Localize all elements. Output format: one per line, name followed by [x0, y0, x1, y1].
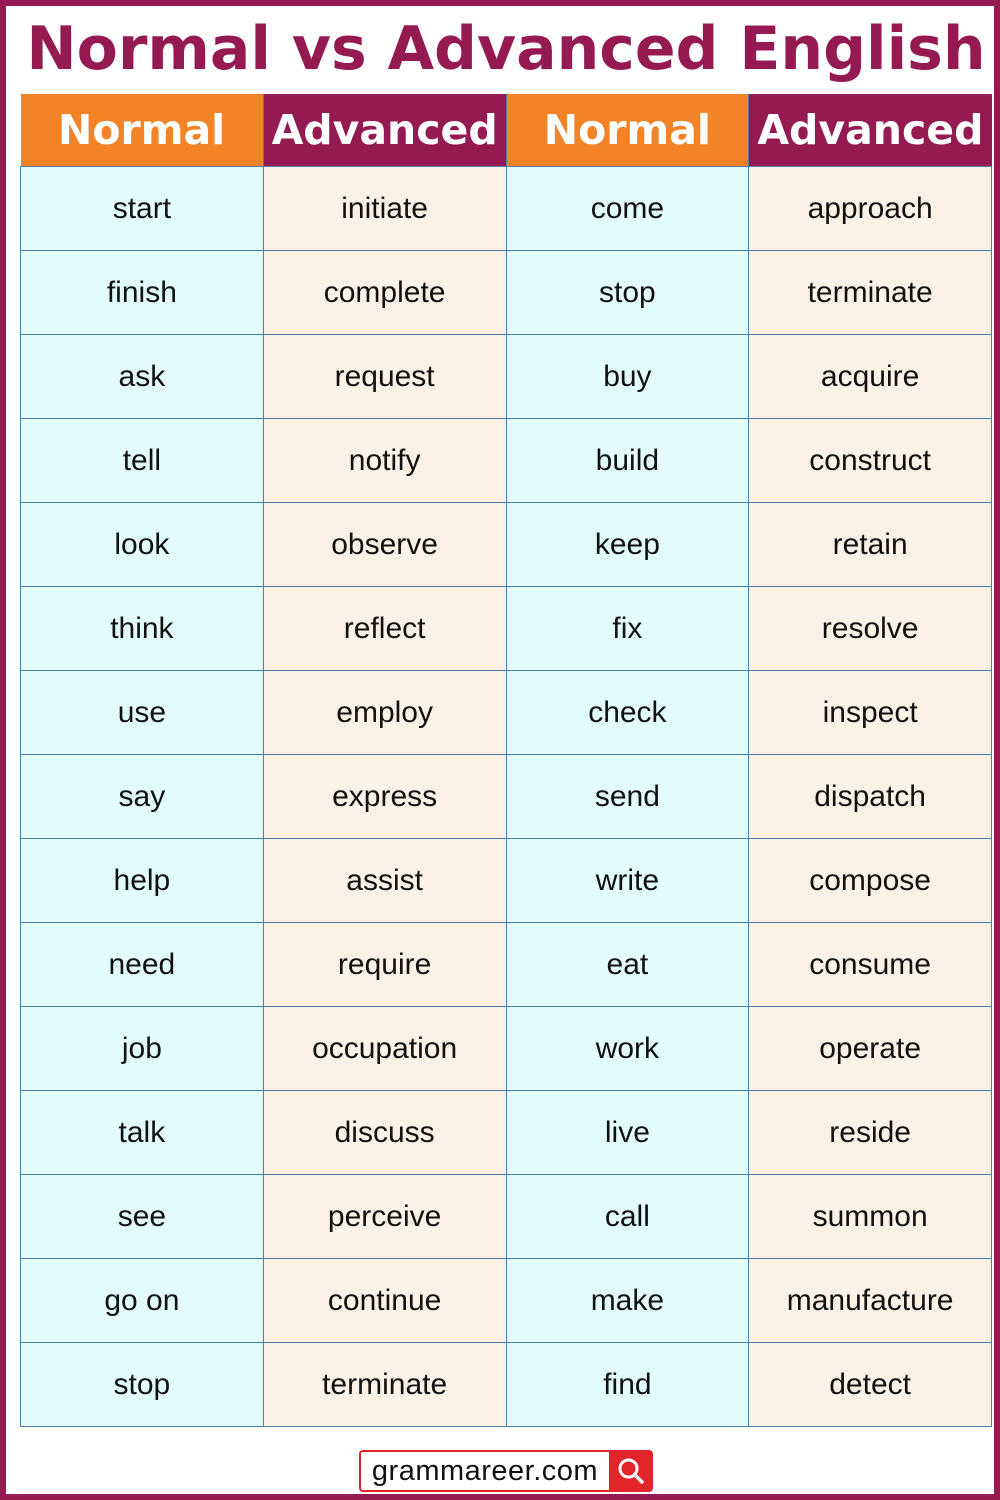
site-domain: grammareer.com — [359, 1450, 609, 1492]
cell-normal-1: think — [21, 587, 264, 671]
cell-normal-1: say — [21, 755, 264, 839]
cell-normal-2: buy — [506, 335, 749, 419]
cell-advanced-2: compose — [749, 839, 992, 923]
cell-normal-2: call — [506, 1175, 749, 1259]
cell-normal-1: job — [21, 1007, 264, 1091]
cell-advanced-1: complete — [263, 251, 506, 335]
table-row — [21, 1091, 992, 1175]
cell-advanced-1: discuss — [263, 1091, 506, 1175]
cell-normal-2: keep — [506, 503, 749, 587]
table-row — [21, 923, 992, 1007]
cell-advanced-1: continue — [263, 1259, 506, 1343]
cell-advanced-1: assist — [263, 839, 506, 923]
cell-advanced-2: reside — [749, 1091, 992, 1175]
cell-normal-2: fix — [506, 587, 749, 671]
cell-normal-1: go on — [21, 1259, 264, 1343]
cell-advanced-2: dispatch — [749, 755, 992, 839]
cell-normal-2: send — [506, 755, 749, 839]
header-advanced-1: Advanced — [263, 94, 506, 167]
table-row — [21, 167, 992, 251]
cell-advanced-2: construct — [749, 419, 992, 503]
cell-normal-1: finish — [21, 251, 264, 335]
table-row — [21, 587, 992, 671]
cell-normal-2: eat — [506, 923, 749, 1007]
cell-advanced-1: express — [263, 755, 506, 839]
cell-advanced-2: terminate — [749, 251, 992, 335]
search-icon — [609, 1450, 653, 1492]
cell-advanced-1: employ — [263, 671, 506, 755]
cell-advanced-1: occupation — [263, 1007, 506, 1091]
cell-normal-1: use — [21, 671, 264, 755]
table-row — [21, 1175, 992, 1259]
cell-normal-2: find — [506, 1343, 749, 1427]
cell-advanced-2: manufacture — [749, 1259, 992, 1343]
cell-normal-1: need — [21, 923, 264, 1007]
cell-normal-2: check — [506, 671, 749, 755]
page-title: Normal vs Advanced English — [26, 14, 986, 84]
cell-normal-1: see — [21, 1175, 264, 1259]
cell-normal-2: build — [506, 419, 749, 503]
table-row — [21, 755, 992, 839]
table-row — [21, 419, 992, 503]
vocabulary-table — [20, 94, 992, 1427]
table-row — [21, 1343, 992, 1427]
cell-advanced-2: summon — [749, 1175, 992, 1259]
cell-advanced-2: approach — [749, 167, 992, 251]
header-normal-2: Normal — [506, 94, 749, 167]
cell-advanced-1: initiate — [263, 167, 506, 251]
table-body — [21, 167, 992, 1427]
cell-advanced-1: notify — [263, 419, 506, 503]
cell-advanced-2: operate — [749, 1007, 992, 1091]
cell-normal-1: help — [21, 839, 264, 923]
cell-normal-2: come — [506, 167, 749, 251]
cell-advanced-1: request — [263, 335, 506, 419]
cell-normal-2: work — [506, 1007, 749, 1091]
cell-advanced-2: inspect — [749, 671, 992, 755]
table-row — [21, 335, 992, 419]
cell-advanced-1: reflect — [263, 587, 506, 671]
table-row — [21, 671, 992, 755]
table-row — [21, 503, 992, 587]
cell-advanced-2: acquire — [749, 335, 992, 419]
cell-normal-1: stop — [21, 1343, 264, 1427]
cell-advanced-1: observe — [263, 503, 506, 587]
table-header-row — [21, 94, 992, 167]
site-badge — [359, 1450, 653, 1492]
cell-advanced-1: require — [263, 923, 506, 1007]
cell-advanced-2: retain — [749, 503, 992, 587]
cell-normal-1: start — [21, 167, 264, 251]
cell-normal-1: look — [21, 503, 264, 587]
cell-advanced-2: detect — [749, 1343, 992, 1427]
table-row — [21, 1259, 992, 1343]
cell-advanced-2: consume — [749, 923, 992, 1007]
cell-normal-1: ask — [21, 335, 264, 419]
cell-normal-2: live — [506, 1091, 749, 1175]
cell-normal-2: write — [506, 839, 749, 923]
cell-normal-1: talk — [21, 1091, 264, 1175]
table-row — [21, 1007, 992, 1091]
header-normal-1: Normal — [21, 94, 264, 167]
cell-normal-2: make — [506, 1259, 749, 1343]
cell-normal-1: tell — [21, 419, 264, 503]
cell-normal-2: stop — [506, 251, 749, 335]
table-row — [21, 251, 992, 335]
header-advanced-2: Advanced — [749, 94, 992, 167]
cell-advanced-1: terminate — [263, 1343, 506, 1427]
cell-advanced-2: resolve — [749, 587, 992, 671]
cell-advanced-1: perceive — [263, 1175, 506, 1259]
table-row — [21, 839, 992, 923]
